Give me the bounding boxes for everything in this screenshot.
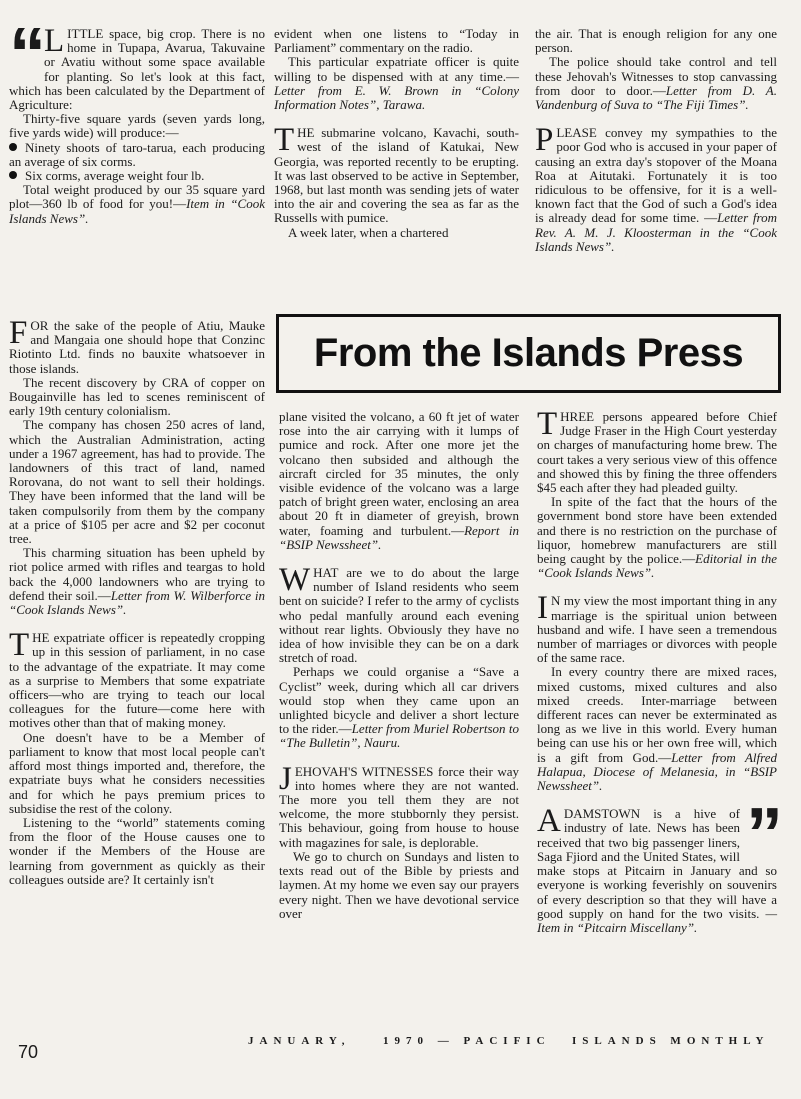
source-credit: Letter from Muriel Robertson to “The Bulletin”, Nauru.: [279, 721, 519, 751]
bullet-icon: [9, 171, 17, 179]
article-expatriate: [9, 627, 265, 887]
source-credit: Item in “Cook Islands News”.: [9, 196, 265, 226]
drop-cap: J: [279, 760, 292, 797]
article-lead: DAMSTOWN is a hive of industry of late. News has been received that two big passenger liners, Saga Fjiord and the United States, will make stops at Pitcairn in January and so everyone is working feverishly on souvenirs of every description so that they will have a good supply on hand for the two visits.: [537, 806, 777, 921]
article-home-brew: [537, 406, 777, 581]
drop-cap: T: [274, 122, 295, 159]
drop-cap: P: [535, 122, 554, 159]
article-lead: HE submarine volcano, Kavachi, south-west of the island of Katukai, New Georgia, was reported recently to be erupting. It was last observed to be active in September, 1968, but last month was sending jets of water into the air and covering the sea as far as the Russells with pumice.: [274, 125, 519, 226]
column-1-bottom: [9, 315, 265, 887]
footer-month: JANUARY,: [248, 1035, 351, 1047]
article-lead: HAT are we to do about the large number of Island residents who seem bent on suicide? I refer to the army of cyclists who pedal manfully around each evening without rear lights. Obviously they have no idea of how invisible they can be on a dark stretch of road.: [279, 565, 519, 666]
bullet-item: Ninety shoots of taro-tarua, each producing an average of six corms.: [9, 139, 265, 169]
article-lead: HE expatriate officer is repeatedly cropping up in this session of parliament, in no case to the advantage of the expatriate. It may come as a surprise to Members that some expatriate officers—who are trying to teach our local colleagues for the future—come here with motives other than that of making money.: [9, 630, 265, 731]
article-lead: HREE persons appeared before Chief Judge Fraser in the High Court yesterday on charges of manufacturing home brew. The court takes a very serious view of this offence and showed this by fining the three offenders $45 each after they had pleaded guilty.: [537, 409, 777, 496]
paragraph: Perhaps we could organise a “Save a Cyclist” week, during which all car drivers would stop when they came upon an unlighted bicycle and deliver a short lecture to the rider.—: [279, 664, 519, 737]
article-lead: LEASE convey my sympathies to the poor God who is accused in your paper of causing an extra day's stopover of the Moana Roa at Aitutaki. Fortunately it is too ridiculous to be offensive, for it is a well-known fact that the God of such a God's idea is already dead for some time. —: [535, 125, 777, 226]
source-credit: Letter from Alfred Halapua, Diocese of Melanesia, in “BSIP Newssheet”.: [537, 749, 778, 794]
paragraph: Listening to the “world” statements coming from the floor of the House causes one to wonder if the Members of the House are learning from government as quickly as their colleagues outside are? It certainly isn't: [9, 814, 265, 887]
article-jehovah: [279, 760, 519, 921]
drop-cap: A: [537, 803, 561, 840]
source-credit: —Item in “Pitcairn Miscellany”.: [537, 905, 777, 935]
drop-cap: T: [537, 406, 558, 442]
column-2-top: [274, 27, 519, 240]
banner-title: From the Islands Press: [313, 331, 744, 375]
source-credit: Letter from Rev. A. M. J. Kloosterman in the “Cook Islands News”.: [535, 210, 777, 254]
paragraph: Thirty-five square yards (seven yards long, five yards wide) will produce:—: [9, 111, 265, 141]
drop-cap: L: [44, 23, 65, 59]
article-garden-crop: [9, 12, 265, 226]
article-sympathy: [535, 122, 777, 254]
paragraph: The recent discovery by CRA of copper on Bougainville has led to scenes reminiscent of early 19th century colonialism.: [9, 374, 265, 419]
column-3-bottom: [537, 406, 778, 935]
paragraph: This particular expatriate officer is quite willing to be dispensed with at any time.—: [274, 54, 519, 84]
drop-cap: T: [9, 627, 30, 664]
paragraph: the air. That is enough religion for any one person.: [535, 26, 777, 56]
source-credit: Letter from W. Wilberforce in “Cook Islands News”.: [9, 587, 265, 618]
close-quote-mark: ”: [746, 792, 777, 876]
drop-cap: F: [9, 315, 28, 351]
bullet-item: Six corms, average weight four lb.: [25, 168, 205, 184]
paragraph: evident when one listens to “Today in Parliament” commentary on the radio.: [274, 26, 519, 56]
footer-magazine: ISLANDS MONTHLY: [572, 1035, 770, 1047]
article-cyclists: [279, 562, 519, 751]
paragraph: We go to church on Sundays and listen to texts read out of the Bible by priests and laymen. At my home we even say our prayers every night. Then we have devotional service over: [279, 848, 519, 921]
article-lead: EHOVAH'S WITNESSES force their way into homes where they are not wanted. The more you tell them they are not welcome, the more stubbornly they persist. This behaviour, going from house to house with magazines for sale, is deplorable.: [279, 763, 519, 850]
article-marriage: [537, 590, 778, 794]
paragraph: plane visited the volcano, a 60 ft jet of water rose into the air carrying with it lumps of pumice and rock. After one more jet the volcano then subsided and although the aircraft circled for 35 minutes, the only visible evidence of the volcano was a large patch of bright green water, enclosing an area about 20 ft in diameter of greyish, brown water, foaming and turbulent.—: [279, 409, 519, 538]
article-adamstown: [537, 792, 777, 935]
open-quote-mark: “: [9, 12, 40, 95]
article-volcano: [274, 122, 519, 240]
paragraph: One doesn't have to be a Member of parliament to know that most local people can't afford most things imported and, therefore, the expatriate buys what he considers necessities and for which he pays premium prices to subsidise the rest of the colony.: [9, 729, 265, 816]
column-1-top: [9, 12, 265, 226]
bullet-icon: [9, 143, 17, 151]
article-lead: OR the sake of the people of Atiu, Mauke and Mangaia one should hope that Conzinc Riotinto Ltd. finds no bauxite whatsoever in those islands.: [9, 318, 265, 376]
paragraph: This charming situation has been upheld by riot police armed with rifles and teargas to hold back the 4,000 landowners who are trying to defend their soil.—: [9, 545, 265, 603]
article-lead: N my view the most important thing in any marriage is the spiritual union between husband and wife. I have seen a tremendous number of marriages or divorces with people of the same race.: [537, 593, 777, 666]
source-credit: Editorial in the “Cook Islands News”.: [537, 551, 777, 581]
paragraph: The police should take control and tell these Jehovah's Witnesses to stop canvassing from door to door.—: [535, 54, 777, 98]
drop-cap: W: [279, 562, 311, 599]
source-credit: Letter from D. A. Vandenburg of Suva to “The Fiji Times”.: [535, 82, 777, 113]
source-credit: Report in “BSIP Newssheet”.: [279, 522, 519, 552]
column-3-top: [535, 27, 777, 254]
paragraph: The company has chosen 250 acres of land, which the Australian Administration, acting under a 1967 agreement, has had to provide. The landowners of this tract of land, named Rorovana, do not want to sell their holdings. They have been informed that the land will be taken compulsorily from them by the company at a price of $105 per acre and $2 per coconut tree.: [9, 417, 265, 547]
paragraph: In spite of the fact that the hours of the government bond store have been extended and there is no restriction on the purchase of liquor, homebrew manufacturers are still being caught by the police.—: [537, 494, 777, 567]
paragraph: Total weight produced by our 35 square yard plot—360 lb of food for you!—: [9, 182, 265, 212]
footer-year-title: 1970 — PACIFIC: [383, 1035, 551, 1047]
column-2-bottom: [279, 410, 519, 921]
article-lead: ITTLE space, big crop. There is no home in Tupapa, Avarua, Takuvaine or Avatiu without some space available for planting. So let's look at this fact, which has been calculated by the Department of Agriculture:: [9, 26, 265, 113]
source-credit: Letter from E. W. Brown in “Colony Information Notes”, Tarawa.: [274, 82, 519, 113]
drop-cap: I: [537, 590, 548, 627]
page-number: 70: [18, 1042, 39, 1062]
section-banner: [276, 314, 781, 393]
article-bauxite: [9, 315, 265, 618]
paragraph: A week later, when a chartered: [288, 224, 449, 240]
paragraph: In every country there are mixed races, mixed customs, mixed cultures and also mixed creeds. Inter-marriage between different races can never be exterminated as long as we live in this world. Every human being can use his or her own free will, which is a gift from God.—: [537, 664, 777, 765]
